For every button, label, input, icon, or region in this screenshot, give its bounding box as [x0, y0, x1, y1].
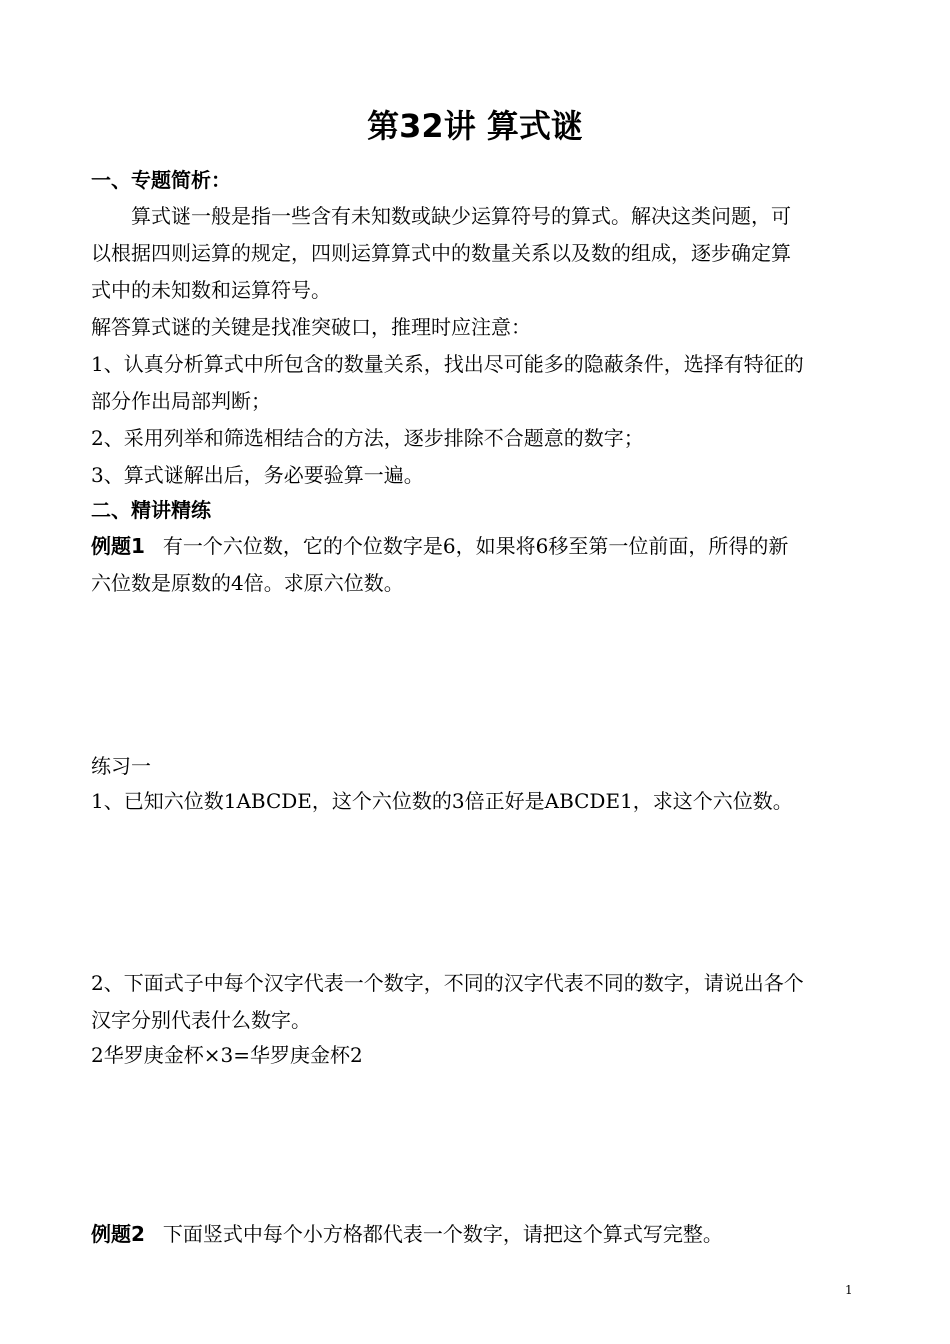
intro-paragraph-line: 算式谜一般是指一些含有未知数或缺少运算符号的算式。解决这类问题，可	[131, 204, 791, 228]
example-1-label: 例题1	[91, 534, 145, 558]
point-3: 3、算式谜解出后，务必要验算一遍。	[91, 463, 424, 487]
practice-1-question-2: 2、下面式子中每个汉字代表一个数字，不同的汉字代表不同的数字，请说出各个	[91, 971, 804, 995]
page-title: 第32讲 算式谜	[367, 107, 583, 145]
example-1-text: 有一个六位数，它的个位数字是6，如果将6移至第一位前面，所得的新	[162, 534, 789, 558]
intro-paragraph-line: 以根据四则运算的规定，四则运算算式中的数量关系以及数的组成，逐步确定算	[91, 241, 791, 265]
page-number: 1	[845, 1283, 853, 1297]
section-heading-practice: 二、精讲精练	[91, 498, 211, 522]
practice-1-equation: 2华罗庚金杯×3=华罗庚金杯2	[91, 1043, 363, 1067]
section-heading-overview: 一、专题简析：	[91, 168, 231, 192]
practice-1-heading: 练习一	[91, 754, 151, 778]
example-1	[91, 532, 861, 560]
point-1-line: 1、认真分析算式中所包含的数量关系，找出尽可能多的隐蔽条件，选择有特征的	[91, 352, 804, 376]
example-2-text: 下面竖式中每个小方格都代表一个数字，请把这个算式写完整。	[162, 1222, 723, 1246]
key-point-intro: 解答算式谜的关键是找准突破口，推理时应注意：	[91, 315, 531, 339]
example-1-line: 六位数是原数的4倍。求原六位数。	[91, 571, 404, 595]
intro-paragraph-line: 式中的未知数和运算符号。	[91, 278, 331, 302]
point-2: 2、采用列举和筛选相结合的方法，逐步排除不合题意的数字；	[91, 426, 644, 450]
practice-1-question-1: 1、已知六位数1ABCDE，这个六位数的3倍正好是ABCDE1，求这个六位数。	[91, 789, 793, 813]
point-1-line: 部分作出局部判断；	[91, 389, 271, 413]
example-2-label: 例题2	[91, 1222, 145, 1246]
practice-1-question-2-line: 汉字分别代表什么数字。	[91, 1008, 311, 1032]
example-2	[91, 1220, 861, 1248]
